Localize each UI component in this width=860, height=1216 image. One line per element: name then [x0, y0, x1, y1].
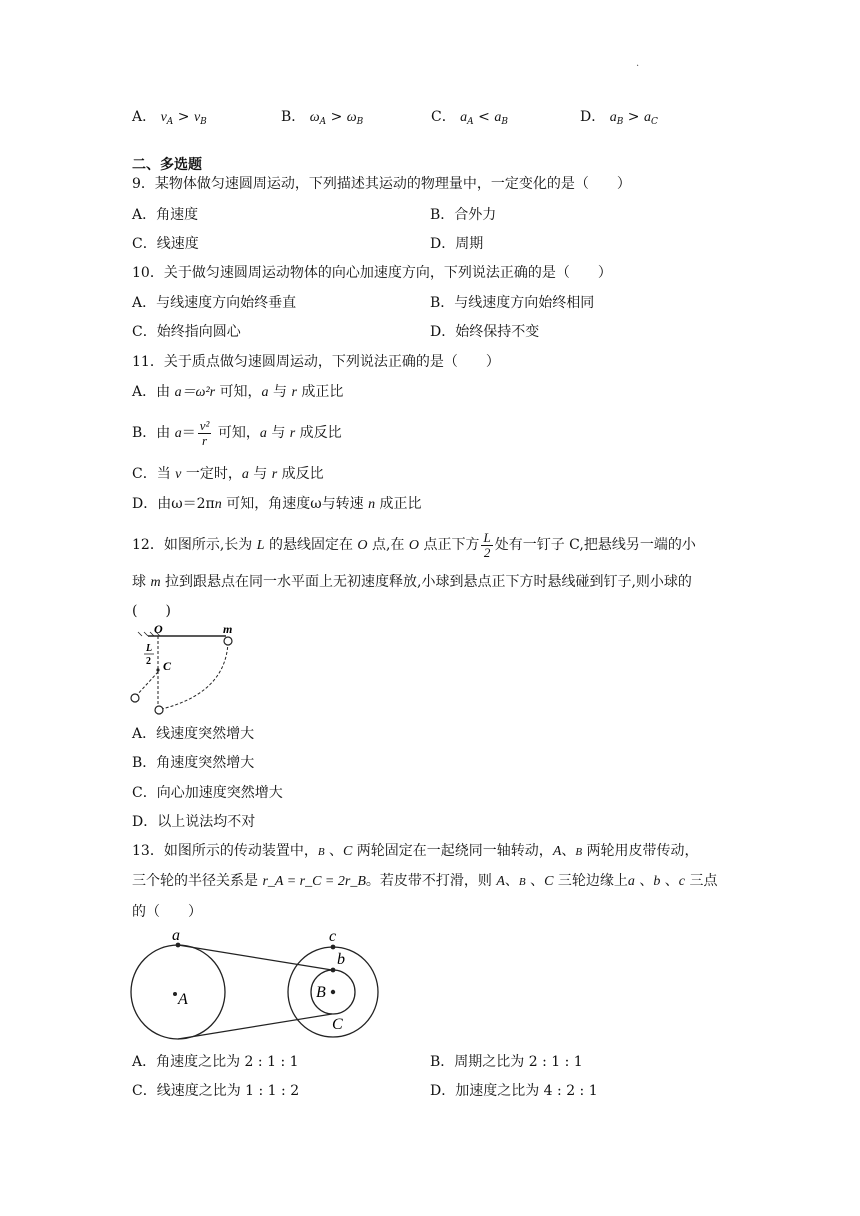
q11-option-c: C．当 v 一定时，a 与 r 成反比	[132, 466, 324, 482]
q11-option-a: A．由 a＝ω²r 可知，a 与 r 成正比	[132, 384, 344, 400]
fig-label-b: b	[337, 951, 345, 968]
q12-option-d: D．以上说法均不对	[132, 814, 256, 830]
q9-stem: 9．某物体做匀速圆周运动，下列描述其运动的物理量中，一定变化的是（ ）	[132, 176, 631, 192]
header-dot: .	[636, 58, 640, 69]
q12-option-b: B．角速度突然增大	[132, 755, 255, 771]
section-title-multiple-choice: 二、多选题	[132, 157, 202, 173]
q13-stem-line1: 13．如图所示的传动装置中，B 、C 两轮固定在一起绕同一轴转动，A、B 两轮用皮带传动，	[132, 843, 699, 859]
q8-option-d: D． $a_B > a_C$	[580, 109, 658, 127]
q11-stem: 11．关于质点做匀速圆周运动，下列说法正确的是（ ）	[132, 354, 500, 370]
q13-belt-drive-figure	[128, 926, 384, 1042]
q13-radius-formula: r_A = r_C = 2r_B	[262, 874, 366, 889]
q9-option-b: B．合外力	[430, 207, 497, 223]
q9-option-c: C．线速度	[132, 236, 199, 252]
fig-label-big-b: B	[316, 984, 326, 1001]
q12-option-c: C．向心加速度突然增大	[132, 785, 283, 801]
q13-option-d: D．加速度之比为 4 : 2 : 1	[430, 1083, 598, 1099]
fig-label-2: 2	[146, 656, 151, 667]
q8-option-a: A． $v_A > v_B$	[132, 109, 207, 127]
fig-label-big-a: A	[178, 991, 188, 1008]
q8-option-c: C． $a_A < a_B$	[431, 109, 508, 127]
q10-option-c: C．始终指向圆心	[132, 324, 241, 340]
fig-label-o: O	[154, 624, 163, 636]
q10-option-d: D．始终保持不变	[430, 324, 540, 340]
q8-option-b: B． $\omega_A > \omega_B$	[281, 109, 364, 127]
q12-option-a: A．线速度突然增大	[132, 726, 255, 742]
fig-label-big-c: C	[332, 1016, 343, 1033]
fig-label-l: L	[146, 643, 153, 654]
q12-pendulum-figure	[128, 624, 258, 716]
q13-stem-line2: 三个轮的半径关系是 r_A = r_C = 2r_B。若皮带不打滑，则 A、B 、C 三轮边缘上a 、b 、c 三点	[132, 873, 718, 889]
q12-stem-line1: 12．如图所示,长为 L 的悬线固定在 O 点,在 O 点正下方 $\frac{L}{2}$ 处有一钉子 C,把悬线另一端的小	[132, 529, 696, 560]
q13-option-c: C．线速度之比为 1 : 1 : 2	[132, 1083, 300, 1099]
q12-stem-line3: ( )	[132, 603, 171, 619]
q9-option-a: A．角速度	[132, 207, 199, 223]
fig-label-m: m	[223, 624, 233, 636]
q13-stem-line3: 的（ ）	[132, 904, 202, 920]
q10-stem: 10．关于做匀速圆周运动物体的向心加速度方向，下列说法正确的是（ ）	[132, 265, 612, 281]
q12-stem-line2: 球 m 拉到跟悬点在同一水平面上无初速度释放,小球到悬点正下方时悬线碰到钉子,则小球的	[132, 574, 692, 590]
q11-option-b: B．由 a＝ $\frac{\text{v²}}{r}$ 可知，a 与 r 成反比	[132, 417, 342, 448]
q13-option-b: B．周期之比为 2 : 1 : 1	[430, 1054, 583, 1070]
q13-option-a: A．角速度之比为 2 : 1 : 1	[132, 1054, 299, 1070]
q10-option-b: B．与线速度方向始终相同	[430, 295, 595, 311]
q9-option-d: D．周期	[430, 236, 484, 252]
fig-label-c: C	[163, 659, 172, 673]
q11-option-d: D．由ω＝2πn 可知，角速度ω与转速 n 成正比	[132, 496, 422, 512]
fig-label-c: c	[329, 928, 337, 945]
fig-label-a: a	[172, 927, 180, 944]
q10-option-a: A．与线速度方向始终垂直	[132, 295, 297, 311]
